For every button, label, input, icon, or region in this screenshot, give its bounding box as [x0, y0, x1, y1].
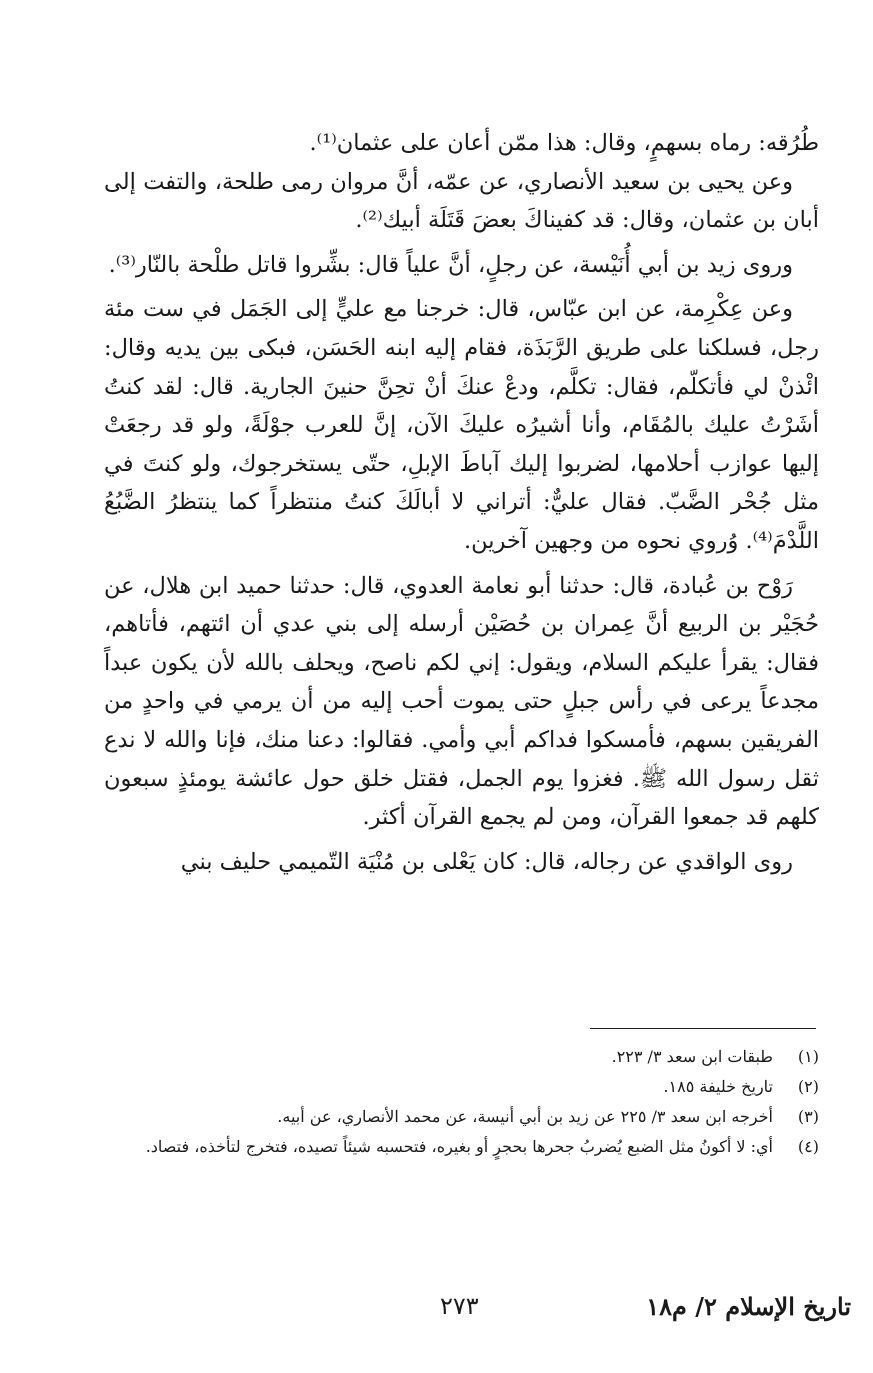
footnote — [104, 1103, 819, 1130]
footnote-divider — [590, 1028, 816, 1029]
footnote-number: (٢) — [797, 1077, 819, 1096]
footnote-number: (١) — [797, 1047, 819, 1066]
running-title: تاريخ الإسلام ٢/ م١٨ — [646, 1292, 851, 1321]
footnote — [104, 1073, 819, 1100]
footnote-text: طبقات ابن سعد ٣/ ٢٢٣. — [611, 1047, 773, 1066]
paragraph: وروى زيد بن أبي أُنَيْسة، عن رجلٍ، أنَّ علياً قال: بشِّروا قاتل طلْحة بالنّار⁽³⁾. — [108, 251, 793, 278]
paragraph: وعن يحيى بن سعيد الأنصاري، عن عمّه، أنَّ مروان رمى طلحة، والتفت إلى أبان بن عثمان، وقال: قد كفيناكَ بعضَ قَتَلَة أبيك⁽²⁾. — [104, 168, 819, 234]
paragraph: وعن عِكْرِمة، عن ابن عبّاس، قال: خرجنا مع عليٍّ إلى الجَمَل في ست مئة رجل، فسلكنا على طريق الرَّبَذَة، فقام إليه ابنه الحَسَن، فبكى بين يديه وقال: ائْذنْ لي فأتكلّم، فقال: تكلَّم، ودعْ عنكَ أنْ تحِنَّ حنينَ الجارية. قال: لقد كنتُ أشَرْتُ عليك بالمُقَام، وأنا أشيرُه عليكَ الآن، إنَّ للعرب جوْلَةً، ولو قد رجعَتْ إليها عوازب أحلامها، لضربوا إليك آباطَ الإبلِ، حتّى يستخرجوك، ولو كنتَ في مثل جُحْر الضَّبّ. فقال عليٌّ: أتراني لا أبالَكَ كنتُ منتظراً كما ينتظرُ الضَّبُعُ اللَّدْمَ⁽⁴⁾. وُروي نحوه من وجهين آخرين. — [104, 296, 819, 554]
main-text — [104, 124, 819, 881]
paragraph: رَوْح بن عُبادة، قال: حدثنا أبو نعامة العدوي، قال: حدثنا حميد ابن هلال، عن حُجَيْر بن الربيع أنَّ عِمران بن حُصَيْن أرسله إلى بني عدي أن ائتهم، فأتاهم، فقال: يقرأ عليكم السلام، ويقول: إني لكم ناصح، ويحلف بالله لأن يكون عبداً مجدعاً يرعى في رأس جبلٍ حتى يموت أحب إليه من أن يرمي في واحدٍ من الفريقين بسهم، فأمسكوا فداكم أبي وأمي. فقالوا: دعنا منك، فإنا والله لا ندع ثقل رسول الله ﷺ. فغزوا يوم الجمل، فقتل خلق حول عائشة يومئذٍ سبعون كلهم قد جمعوا القرآن، ومن لم يجمع القرآن أكثر. — [104, 572, 819, 831]
footnote-text: تاريخ خليفة ١٨٥. — [663, 1077, 773, 1096]
footnote — [104, 1133, 819, 1160]
paragraph: روى الواقدي عن رجاله، قال: كان يَعْلى بن مُنْيَة التّميمي حليف بني — [180, 848, 793, 875]
footnotes — [104, 1043, 819, 1163]
page-footer — [0, 1292, 873, 1332]
footnote-number: (٤) — [797, 1137, 819, 1156]
footnote-text: أي: لا أكونُ مثل الضبع يُضربُ جحرها بحجرٍ أو بغيره، فتحسبه شيئاً تصيده، فتخرج لتأخذه، فتصاد. — [145, 1137, 773, 1156]
paragraph: طُرُقه: رماه بسهمٍ، وقال: هذا ممّن أعان على عثمان⁽¹⁾. — [309, 130, 819, 156]
footnote-text: أخرجه ابن سعد ٣/ ٢٢٥ عن زيد بن أبي أنيسة، عن محمد الأنصاري، عن أبيه. — [277, 1107, 773, 1126]
footnote — [104, 1043, 819, 1070]
footnote-number: (٣) — [797, 1107, 819, 1126]
page-number: ٢٧٣ — [440, 1292, 479, 1320]
